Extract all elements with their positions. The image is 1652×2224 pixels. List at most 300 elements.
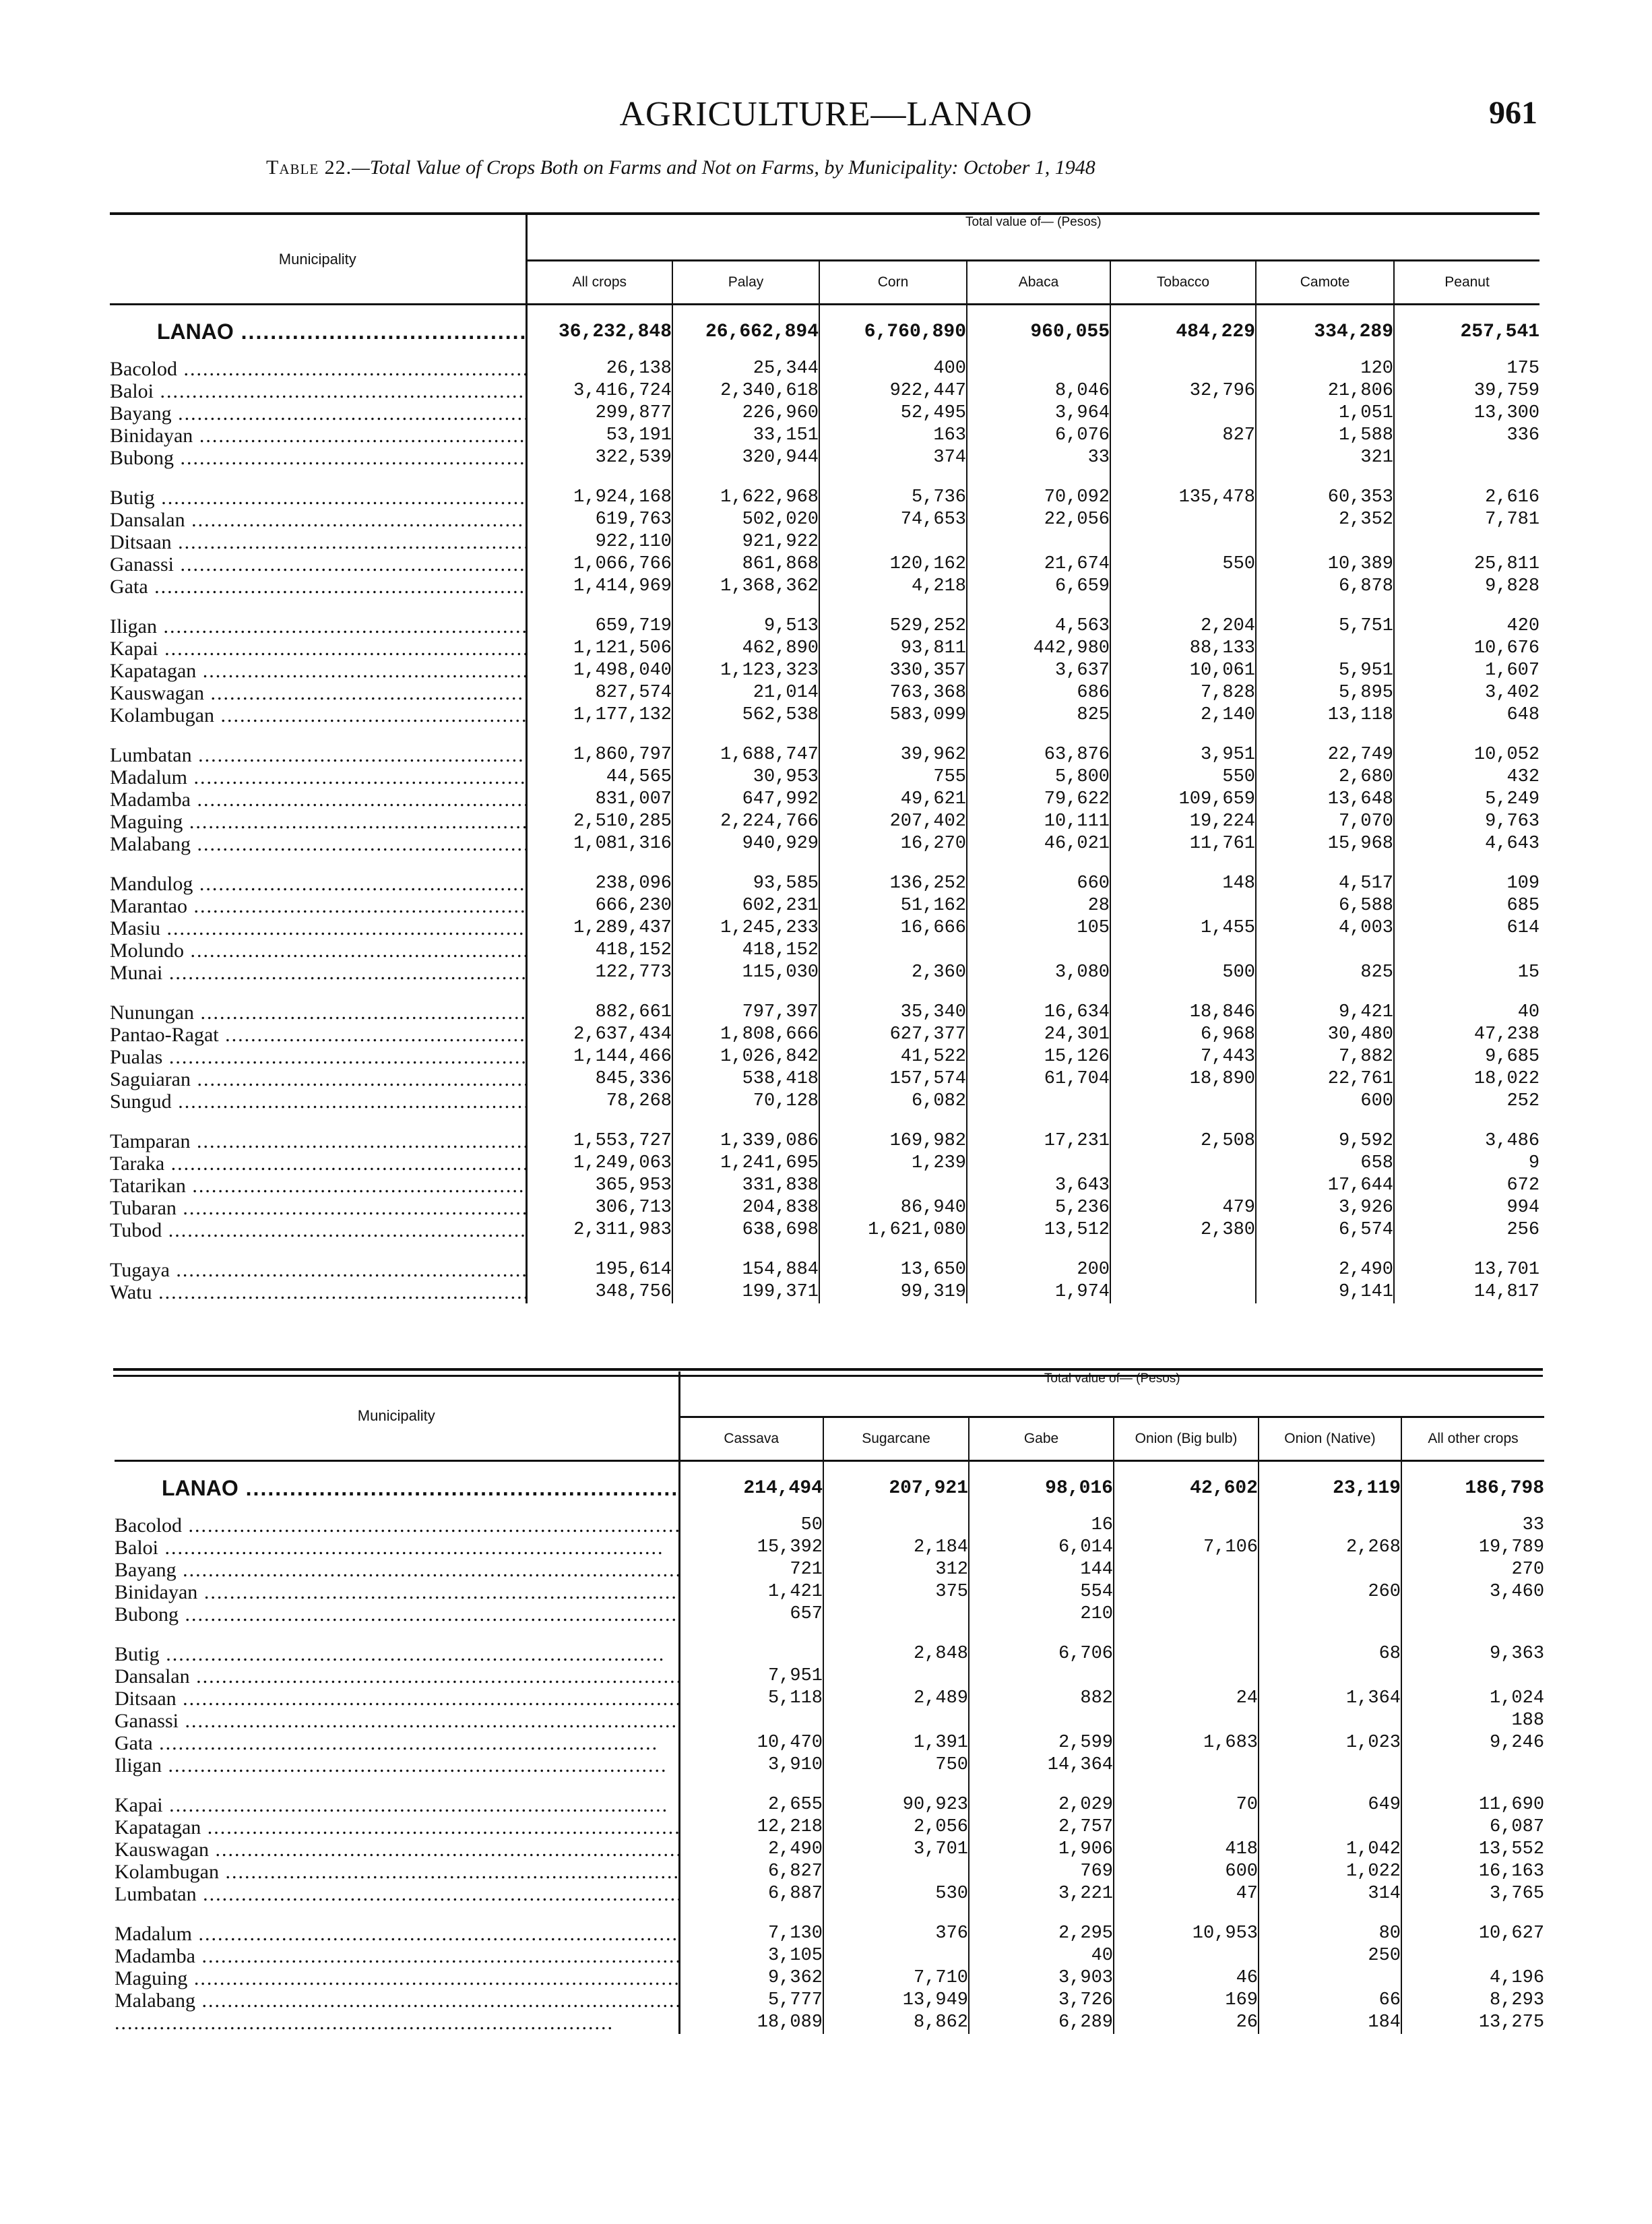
table-row: [115, 1794, 1544, 1816]
spacer-cell: [1110, 727, 1256, 744]
spacer-cell: [1394, 598, 1539, 615]
table-cell: 600: [1114, 1861, 1259, 1883]
table-cell: 1,241,695: [672, 1152, 819, 1175]
table-cell: [1259, 1603, 1401, 1626]
table-cell: 331,838: [672, 1175, 819, 1197]
table-cell: [1110, 358, 1256, 380]
municipality-name: Butig .....: [110, 487, 526, 509]
spacer-cell: [110, 1113, 526, 1130]
total-value: 23,119: [1259, 1461, 1401, 1515]
municipality-name: Bubong .....: [110, 447, 526, 469]
spacer-cell: [1114, 1626, 1259, 1643]
table-cell: [1259, 1514, 1401, 1537]
table-cell: 1,924,168: [526, 487, 672, 509]
table-cell: 1,066,766: [526, 553, 672, 576]
table-cell: 648: [1506, 705, 1540, 725]
table-cell: 769: [969, 1861, 1114, 1883]
municipality-name: Munai .....: [110, 962, 526, 984]
table-cell: 16,163: [1478, 1861, 1545, 1882]
table-cell: 660: [967, 873, 1110, 895]
table-cell: 9,246: [1490, 1733, 1545, 1753]
table-cell: 10,111: [967, 811, 1110, 833]
table-cell: 6,878: [1256, 576, 1394, 598]
spacer-cell: [1256, 1241, 1394, 1259]
table-cell: 614: [1506, 918, 1540, 938]
table-cell: 19,224: [1110, 811, 1256, 833]
table-cell: 6,659: [967, 576, 1110, 598]
table-cell: 600: [1256, 1090, 1394, 1113]
table-row: [110, 1259, 1539, 1281]
table-row: [115, 1559, 1544, 1581]
column-header: All other crops: [1401, 1417, 1544, 1461]
spacer-cell: [819, 1113, 967, 1130]
table-cell: 1,860,797: [526, 744, 672, 766]
table-cell: [967, 939, 1110, 962]
spacer-cell: [526, 598, 672, 615]
municipality-name: Dansalan .....: [110, 509, 526, 531]
table-cell: 99,319: [819, 1281, 967, 1303]
table-cell: [823, 1665, 969, 1688]
table-cell: 109: [1506, 873, 1540, 894]
table-cell: 9,763: [1485, 811, 1540, 832]
table-cell: 11,690: [1478, 1795, 1545, 1815]
table-cell: 22,056: [967, 509, 1110, 531]
table-cell: 7,951: [679, 1665, 823, 1688]
table-cell: 9,141: [1256, 1281, 1394, 1303]
table-cell: 14,817: [1473, 1282, 1540, 1302]
table-cell: 226,960: [672, 402, 819, 425]
table-cell: 260: [1259, 1581, 1401, 1603]
table-caption: [266, 156, 1095, 179]
table-cell: 374: [819, 447, 967, 469]
table-cell: [1114, 1754, 1259, 1777]
table-cell: 1,368,362: [672, 576, 819, 598]
table-row: [115, 1945, 1544, 1967]
spacer-cell: [967, 1241, 1110, 1259]
table-cell: 827: [1110, 425, 1256, 447]
table-cell: 529,252: [819, 615, 967, 638]
row-spacer: [115, 1905, 1544, 1923]
table-cell: [1110, 402, 1256, 425]
table-cell: 420: [1506, 616, 1540, 636]
table-row: [110, 358, 1539, 380]
row-spacer: [110, 1241, 1539, 1259]
spacer-cell: [1394, 984, 1539, 1001]
municipality-name: Baloi .....: [110, 380, 526, 402]
table-cell: [1401, 1945, 1544, 1967]
row-spacer: [110, 598, 1539, 615]
municipality-name: Kauswagan .....: [110, 682, 526, 704]
municipality-name: Kapai .....: [110, 638, 526, 660]
table-cell: 827,574: [526, 682, 672, 704]
table-cell: 658: [1256, 1152, 1394, 1175]
table-cell: [819, 531, 967, 553]
table-cell: 32,796: [1110, 380, 1256, 402]
table-cell: 120: [1256, 358, 1394, 380]
spacer-cell: [967, 727, 1110, 744]
table-cell: 750: [823, 1754, 969, 1777]
table-cell: 3,910: [679, 1754, 823, 1777]
table-cell: 4,517: [1256, 873, 1394, 895]
table-cell: [967, 1090, 1110, 1113]
total-value: 214,494: [679, 1461, 823, 1515]
spacer-cell: [526, 855, 672, 873]
spacer-cell: [1259, 1777, 1401, 1794]
spacer-cell: [672, 984, 819, 1001]
table-cell: 666,230: [526, 895, 672, 917]
table-cell: 3,486: [1485, 1131, 1540, 1151]
municipality-name: Bacolod .....: [110, 358, 526, 380]
table-cell: 10,676: [1473, 638, 1540, 658]
table-cell: 1,455: [1110, 917, 1256, 939]
table-cell: 13,118: [1256, 704, 1394, 727]
table-cell: 13,512: [967, 1219, 1110, 1241]
spacer-cell: [1394, 855, 1539, 873]
table-cell: 2,616: [1485, 487, 1540, 507]
table-cell: 1,042: [1259, 1839, 1401, 1861]
row-spacer: [110, 855, 1539, 873]
table-cell: 1,023: [1259, 1732, 1401, 1754]
spacer-cell: [1256, 727, 1394, 744]
table-cell: 3,460: [1490, 1582, 1545, 1602]
table-cell: 462,890: [672, 638, 819, 660]
table-cell: [1114, 1559, 1259, 1581]
table-cell: 2,311,983: [526, 1219, 672, 1241]
table-cell: [1110, 1281, 1256, 1303]
table-cell: 1,683: [1114, 1732, 1259, 1754]
table-cell: 52,495: [819, 402, 967, 425]
total-value: 960,055: [967, 305, 1110, 359]
table-cell: 882,661: [526, 1001, 672, 1024]
spacer-cell: [1259, 1905, 1401, 1923]
municipality-header: Municipality: [115, 1371, 679, 1461]
table-cell: 365,953: [526, 1175, 672, 1197]
table-cell: 306,713: [526, 1197, 672, 1219]
table-cell: [967, 358, 1110, 380]
table-cell: 51,162: [819, 895, 967, 917]
municipality-name: Madalum .....: [115, 1923, 679, 1945]
table-cell: [1114, 1603, 1259, 1626]
table-row: [110, 447, 1539, 469]
municipality-name: Sungud .....: [110, 1090, 526, 1113]
table-cell: 6,289: [969, 2012, 1114, 2034]
table-cell: 825: [967, 704, 1110, 727]
table-cell: 6,087: [1490, 1817, 1545, 1837]
table-cell: [823, 1710, 969, 1732]
table-cell: [1114, 1945, 1259, 1967]
table-cell: 432: [1506, 767, 1540, 787]
table-cell: 3,903: [969, 1967, 1114, 1989]
table-cell: 15: [1517, 962, 1540, 983]
table-cell: 5,249: [1485, 789, 1540, 809]
table-cell: 5,777: [679, 1989, 823, 2012]
table-cell: 90,923: [823, 1794, 969, 1816]
table-cell: 3,637: [967, 660, 1110, 682]
table-cell: 686: [967, 682, 1110, 704]
spacer-cell: [819, 727, 967, 744]
total-value: 98,016: [969, 1461, 1114, 1515]
municipality-name: Gata .....: [115, 1732, 679, 1754]
table-row: [110, 962, 1539, 984]
table-cell: 1,421: [679, 1581, 823, 1603]
table-cell: 79,622: [967, 789, 1110, 811]
table-cell: 148: [1110, 873, 1256, 895]
table-cell: 204,838: [672, 1197, 819, 1219]
table-cell: [1259, 1754, 1401, 1777]
table-cell: 882: [969, 1688, 1114, 1710]
page-title: AGRICULTURE—LANAO: [619, 95, 1033, 133]
spacer-cell: [526, 984, 672, 1001]
group-header: Total value of— (Pesos): [679, 1371, 1544, 1417]
table-cell: 7,781: [1485, 509, 1540, 530]
table-cell: 33: [1522, 1515, 1545, 1535]
table-cell: 6,014: [969, 1537, 1114, 1559]
table-cell: 80: [1259, 1923, 1401, 1945]
table-cell: 175: [1506, 359, 1540, 379]
table-cell: 583,099: [819, 704, 967, 727]
table-cell: 2,352: [1256, 509, 1394, 531]
spacer-cell: [1114, 1905, 1259, 1923]
table-row: [115, 1923, 1544, 1945]
spacer-cell: [819, 855, 967, 873]
spacer-cell: [110, 727, 526, 744]
table-cell: 1,414,969: [526, 576, 672, 598]
table-cell: 6,082: [819, 1090, 967, 1113]
municipality-name: Kolambugan .....: [115, 1861, 679, 1883]
table-cell: 2,508: [1110, 1130, 1256, 1152]
table-cell: 320,944: [672, 447, 819, 469]
table-row: [115, 1732, 1544, 1754]
row-spacer: [115, 1777, 1544, 1794]
table-cell: 199,371: [672, 1281, 819, 1303]
table-cell: 554: [969, 1581, 1114, 1603]
table-cell: 1,688,747: [672, 744, 819, 766]
municipality-name: Bayang .....: [115, 1559, 679, 1581]
table-cell: 18,846: [1110, 1001, 1256, 1024]
column-header: All crops: [526, 261, 672, 305]
table-cell: 9: [1528, 1153, 1540, 1173]
table-cell: 16,270: [819, 833, 967, 855]
table-row: [110, 766, 1539, 789]
table-row: [115, 1537, 1544, 1559]
table-cell: 13,949: [823, 1989, 969, 2012]
table-cell: 105: [967, 917, 1110, 939]
table-cell: 109,659: [1110, 789, 1256, 811]
table-cell: 418: [1114, 1839, 1259, 1861]
table-cell: 2,224,766: [672, 811, 819, 833]
table-row: [110, 1281, 1539, 1303]
table-cell: 659,719: [526, 615, 672, 638]
table-cell: 1,239: [819, 1152, 967, 1175]
table-cell: [1110, 509, 1256, 531]
spacer-cell: [1394, 1113, 1539, 1130]
spacer-cell: [526, 727, 672, 744]
table-cell: 3,701: [823, 1839, 969, 1861]
table-cell: [969, 1710, 1114, 1732]
table-cell: 115,030: [672, 962, 819, 984]
table-row: [110, 873, 1539, 895]
municipality-name: Malabang .....: [115, 1989, 679, 2012]
municipality-name: Kapai .....: [115, 1794, 679, 1816]
total-value: 257,541: [1460, 321, 1540, 342]
table-row: [110, 682, 1539, 704]
table-row: [110, 1219, 1539, 1241]
table-cell: 11,761: [1110, 833, 1256, 855]
table-cell: 14,364: [969, 1754, 1114, 1777]
table-cell: 68: [1259, 1643, 1401, 1665]
table-row: [110, 1152, 1539, 1175]
table-cell: 7,106: [1114, 1537, 1259, 1559]
table-cell: 3,402: [1485, 683, 1540, 703]
table-cell: 2,056: [823, 1816, 969, 1839]
table-row: [110, 1130, 1539, 1152]
table-cell: 93,585: [672, 873, 819, 895]
municipality-name: Dansalan .....: [115, 1665, 679, 1688]
municipality-name: Masiu .....: [110, 917, 526, 939]
spacer-cell: [672, 1241, 819, 1259]
table-cell: 3,964: [967, 402, 1110, 425]
table-cell: 312: [823, 1559, 969, 1581]
table-row: [110, 553, 1539, 576]
table-cell: 21,014: [672, 682, 819, 704]
table-cell: 3,951: [1110, 744, 1256, 766]
spacer-cell: [819, 984, 967, 1001]
table-cell: 154,884: [672, 1259, 819, 1281]
table-cell: 3,926: [1256, 1197, 1394, 1219]
table-cell: 15,968: [1256, 833, 1394, 855]
table-cell: [1401, 1603, 1544, 1626]
table-cell: 797,397: [672, 1001, 819, 1024]
table-cell: 2,848: [823, 1643, 969, 1665]
table-cell: 122,773: [526, 962, 672, 984]
table-cell: 2,510,285: [526, 811, 672, 833]
table-row: [110, 487, 1539, 509]
spacer-cell: [110, 598, 526, 615]
table-cell: 314: [1259, 1883, 1401, 1905]
table-cell: 238,096: [526, 873, 672, 895]
table-cell: [679, 1643, 823, 1665]
table-cell: 28: [967, 895, 1110, 917]
table-row: [110, 1197, 1539, 1219]
spacer-cell: [679, 1777, 823, 1794]
table-row: [110, 1175, 1539, 1197]
table-cell: 321: [1256, 447, 1394, 469]
table-cell: 2,490: [1256, 1259, 1394, 1281]
table-cell: 1,123,323: [672, 660, 819, 682]
spacer-cell: [819, 598, 967, 615]
table-row: [115, 1754, 1544, 1777]
table-cell: 619,763: [526, 509, 672, 531]
spacer-cell: [969, 1777, 1114, 1794]
table-row: [115, 1665, 1544, 1688]
spacer-cell: [1110, 598, 1256, 615]
municipality-name: Iligan .....: [110, 615, 526, 638]
table-row: [110, 789, 1539, 811]
spacer-cell: [967, 984, 1110, 1001]
table-cell: 7,882: [1256, 1046, 1394, 1068]
table-cell: 861,868: [672, 553, 819, 576]
table-cell: 9,421: [1256, 1001, 1394, 1024]
row-spacer: [115, 1626, 1544, 1643]
spacer-cell: [1110, 1241, 1256, 1259]
table-cell: 18,089: [679, 2012, 823, 2034]
column-header: Camote: [1256, 261, 1394, 305]
spacer-cell: [1256, 598, 1394, 615]
spacer-cell: [672, 1113, 819, 1130]
table-cell: 1,051: [1256, 402, 1394, 425]
table-cell: 2,380: [1110, 1219, 1256, 1241]
table-cell: 7,710: [823, 1967, 969, 1989]
table-cell: [1259, 1665, 1401, 1688]
table-cell: [1114, 1710, 1259, 1732]
table-cell: 1,289,437: [526, 917, 672, 939]
table-cell: 66: [1259, 1989, 1401, 2012]
column-header: Palay: [672, 261, 819, 305]
table-cell: 33,151: [672, 425, 819, 447]
spacer-cell: [969, 1905, 1114, 1923]
table-cell: [1256, 939, 1394, 962]
table-cell: 6,588: [1256, 895, 1394, 917]
table-cell: 2,184: [823, 1537, 969, 1559]
table-row: [110, 509, 1539, 531]
table-cell: 1,622,968: [672, 487, 819, 509]
table-cell: 22,761: [1256, 1068, 1394, 1090]
municipality-name: Ditsaan .....: [115, 1688, 679, 1710]
table-cell: 3,416,724: [526, 380, 672, 402]
table-cell: 39,759: [1473, 381, 1540, 401]
table-cell: 4,643: [1485, 834, 1540, 854]
table-cell: 1,906: [969, 1839, 1114, 1861]
table-row: [110, 576, 1539, 598]
table-cell: 19,789: [1478, 1537, 1545, 1557]
total-value: 207,921: [823, 1461, 969, 1515]
table-cell: [1114, 1581, 1259, 1603]
table-cell: 10,061: [1110, 660, 1256, 682]
column-header: Corn: [819, 261, 967, 305]
spacer-cell: [1256, 984, 1394, 1001]
spacer-cell: [115, 1626, 679, 1643]
table-cell: 70,092: [967, 487, 1110, 509]
table-cell: [1110, 1259, 1256, 1281]
table-label: Table 22.: [266, 156, 352, 179]
row-spacer: [110, 727, 1539, 744]
municipality-name: Bubong .....: [115, 1603, 679, 1626]
table-cell: 17,231: [967, 1130, 1110, 1152]
table-row: [110, 380, 1539, 402]
table-row: [110, 744, 1539, 766]
table-cell: [967, 1152, 1110, 1175]
table-cell: 53,191: [526, 425, 672, 447]
table-cell: 26,138: [526, 358, 672, 380]
municipality-name: Binidayan .....: [110, 425, 526, 447]
municipality-name: Kauswagan .....: [115, 1839, 679, 1861]
table-row: [110, 402, 1539, 425]
table-cell: 418,152: [526, 939, 672, 962]
table-cell: 256: [1506, 1220, 1540, 1240]
table-row: [110, 939, 1539, 962]
spacer-cell: [1394, 727, 1539, 744]
table-cell: 6,574: [1256, 1219, 1394, 1241]
municipality-name: Pantao-Ragat .....: [110, 1024, 526, 1046]
table-cell: 400: [819, 358, 967, 380]
table-cell: 13,552: [1478, 1839, 1545, 1859]
table-cell: 86,940: [819, 1197, 967, 1219]
municipality-name: Marantao .....: [110, 895, 526, 917]
table-cell: 270: [1511, 1559, 1545, 1580]
table-cell: 93,811: [819, 638, 967, 660]
table-cell: 4,003: [1256, 917, 1394, 939]
table-cell: 2,029: [969, 1794, 1114, 1816]
